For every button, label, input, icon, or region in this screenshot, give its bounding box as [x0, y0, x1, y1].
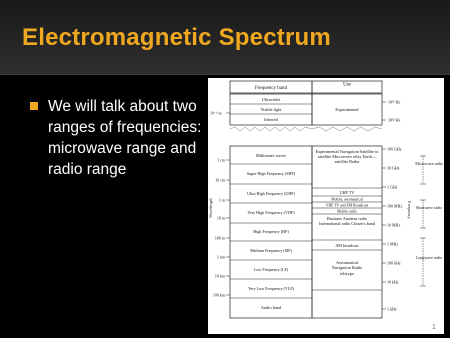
- band-mf: Medium Frequency (MF): [250, 248, 292, 253]
- freq-top-2: 10¹⁴ Hz: [388, 117, 401, 123]
- wl-100m: 100 m: [214, 235, 225, 241]
- bullet-text: We will talk about two ranges of frequencies: microwave range and radio range: [48, 98, 202, 178]
- wl-100km: 100 km: [212, 292, 225, 298]
- range-longwave-block: [414, 256, 444, 272]
- use-lf-block: [312, 259, 382, 281]
- spectrum-figure: [208, 78, 444, 334]
- freq-100mhz: 100 MHz: [387, 203, 403, 209]
- bullet-item: [30, 96, 210, 180]
- freq-10khz: 10 kHz: [387, 279, 399, 285]
- use-hf-text: Business Amateur radio International radio Citizen's band: [319, 216, 375, 227]
- title-bar: [0, 0, 450, 75]
- use-lf-text: Aeronautical Navigation Radio teletype: [331, 260, 363, 276]
- range-microwave-block: [414, 162, 444, 178]
- use-vhf-tv-fm: VHF TV and FM Broadcast: [325, 203, 369, 208]
- freq-1mhz: 1 MHz: [387, 241, 399, 247]
- header-band-label: Frequency band: [254, 86, 288, 91]
- page-number: 1: [432, 324, 436, 331]
- range-microwave: Microwave radio: [415, 162, 443, 166]
- spectrum-diagram: [208, 78, 444, 334]
- freq-10mhz: 10 MHz: [387, 222, 401, 228]
- band-ultraviolet: Ultraviolet: [261, 97, 281, 102]
- wavelength-scale: [208, 158, 230, 298]
- header-use-label: Use: [343, 82, 351, 88]
- freq-100ghz: 100 GHz: [387, 146, 402, 152]
- use-mobile-radio: Mobile radio: [337, 209, 357, 214]
- band-uhf: Ultra High Frequency (UHF): [247, 191, 295, 196]
- use-hf-block: [312, 215, 382, 240]
- use-experimental-optical: Experimental: [335, 107, 359, 112]
- wl-1m: 1 m: [218, 197, 225, 203]
- freq-1khz: 1 kHz: [387, 306, 397, 312]
- band-lf: Low Frequency (LF): [253, 267, 289, 272]
- range-brackets: [414, 156, 444, 286]
- band-shf: Super High Frequency (SHF): [246, 171, 296, 176]
- break-line: [230, 127, 382, 131]
- band-hf: High Frequency (HF): [253, 229, 289, 234]
- wl-1km: 1 km: [216, 254, 225, 260]
- range-shortwave: Shortwave radio: [415, 206, 443, 210]
- range-shortwave-block: [414, 206, 444, 222]
- freq-10ghz: 10 GHz: [387, 165, 400, 171]
- use-mobile-aero: Mobile, aeronautical: [331, 197, 363, 202]
- band-vlf: Very Low Frequency (VLF): [247, 286, 295, 291]
- use-am-broadcast: AM broadcast: [335, 243, 359, 248]
- band-visible-light: Visible light: [260, 107, 282, 112]
- range-longwave: Longwave radio: [415, 256, 443, 260]
- frequency-axis-label: Frequency: [407, 201, 412, 219]
- freq-1ghz: 1 GHz: [387, 184, 398, 190]
- use-microwave-text: Experimental Navigation Satellite to satellite Microwave relay Earth—satellite Radar: [315, 149, 379, 165]
- freq-top-1: 10¹⁵ Hz: [388, 99, 401, 105]
- wavelength-axis-label: Wavelength: [208, 198, 213, 218]
- band-infrared: Infrared: [264, 117, 278, 122]
- wl-10km: 10 km: [214, 273, 225, 279]
- wl-1cm: 1 cm: [217, 157, 225, 163]
- wl-10m: 10 m: [216, 215, 225, 221]
- use-microwave-block: [312, 148, 382, 188]
- use-uhf-tv: UHF TV: [339, 190, 355, 195]
- bullet-square-icon: [30, 102, 38, 110]
- freq-100khz: 100 kHz: [387, 260, 401, 266]
- band-audio: Audio band: [260, 305, 282, 310]
- frequency-scale: [382, 147, 402, 312]
- band-vhf: Very High Frequency (VHF): [247, 210, 295, 215]
- wl-10cm: 10 cm: [215, 177, 225, 183]
- slide-title: Electromagnetic Spectrum: [22, 24, 331, 51]
- band-millimeter: Millimeter waves: [255, 153, 287, 158]
- wavelength-top: 10⁻⁶ m: [210, 110, 222, 116]
